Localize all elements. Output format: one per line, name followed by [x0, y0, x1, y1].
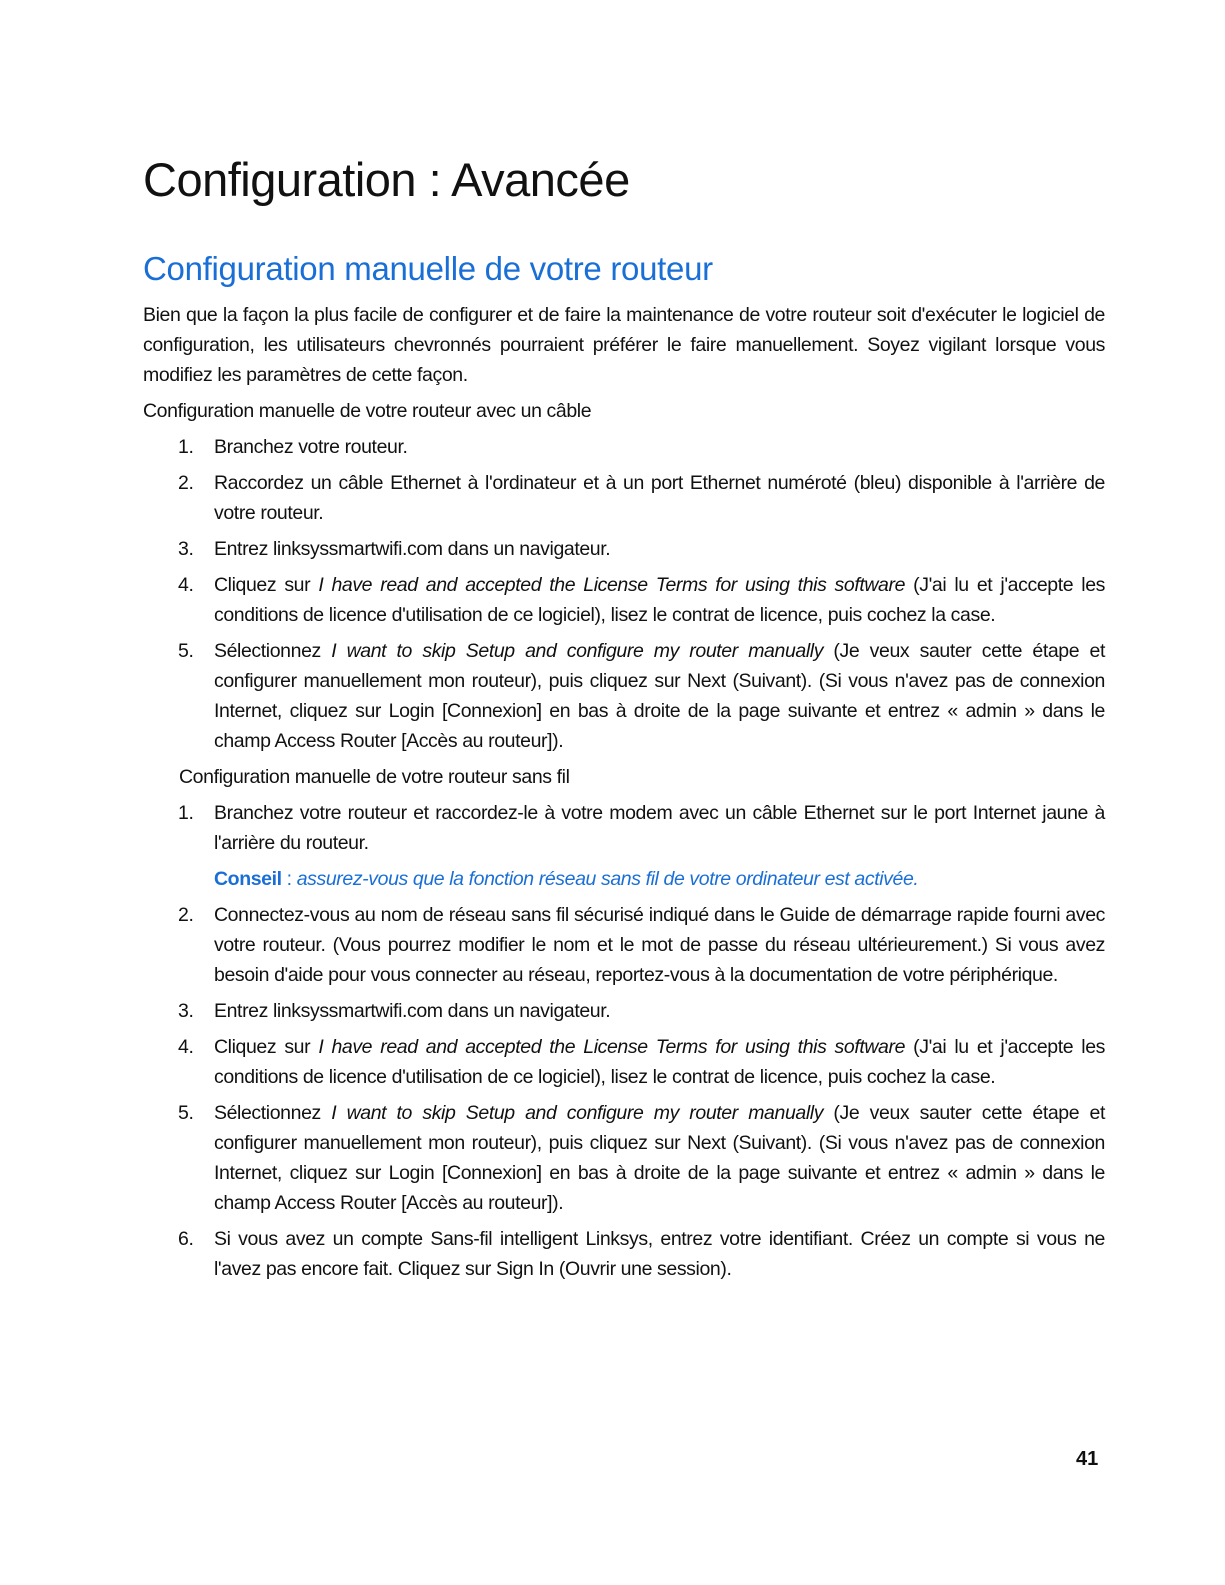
list-item — [143, 1032, 1105, 1092]
list-item — [143, 468, 1105, 528]
wireless-setup-heading: Configuration manuelle de votre routeur sans fil — [179, 766, 570, 788]
step-text: Entrez linksyssmartwifi.com dans un navigateur. — [214, 538, 611, 560]
step-text-prefix: Sélectionnez — [214, 1102, 332, 1124]
tip-separator: : — [281, 868, 297, 890]
step-text-suffix: (J'ai lu et j'accepte les conditions de licence d'utilisation de ce logiciel), lisez le contrat de licence, puis cochez la case. — [214, 1036, 1105, 1088]
step-text: Raccordez un câble Ethernet à l'ordinateur et à un port Ethernet numéroté (bleu) disponible à l'arrière de votre routeur. — [214, 472, 1105, 524]
step-text-emphasis: I have read and accepted the License Terms for using this software — [318, 1036, 906, 1058]
step-number: 2. — [178, 904, 194, 926]
tip-label: Conseil — [214, 868, 282, 890]
list-item — [143, 432, 1105, 462]
step-number: 4. — [178, 1036, 194, 1058]
tip-text: assurez-vous que la fonction réseau sans fil de votre ordinateur est activée. — [296, 868, 919, 890]
intro-paragraph: Bien que la façon la plus facile de configurer et de faire la maintenance de votre routeur soit d'exécuter le logiciel de configuration, les utilisateurs chevronnés pourraient préférer le faire manuellement. Soyez vigilant lorsque vous modifiez les paramètres de cette façon. — [143, 304, 1105, 386]
list-item — [143, 636, 1105, 756]
wireless-steps-list — [143, 798, 1105, 858]
list-item — [143, 534, 1105, 564]
step-text-suffix: (Je veux sauter cette étape et configurer manuellement mon routeur), puis cliquez sur Next (Suivant). (Si vous n'avez pas de connexion Internet, cliquez sur Login [Connexion] en bas à droite de la page suivante et entrez « admin » dans le champ Access Router [Accès au routeur]). — [214, 640, 1105, 752]
step-text-prefix: Cliquez sur — [214, 574, 319, 596]
step-text-prefix: Sélectionnez — [214, 640, 332, 662]
step-number: 1. — [178, 436, 194, 458]
step-number: 5. — [178, 1102, 194, 1124]
step-number: 1. — [178, 802, 194, 824]
step-text: Connectez-vous au nom de réseau sans fil sécurisé indiqué dans le Guide de démarrage rapide fourni avec votre routeur. (Vous pourrez modifier le nom et le mot de passe du réseau ultérieurement.) Si vous avez besoin d'aide pour vous connecter au réseau, reportez-vous à la documentation de votre périphérique. — [214, 904, 1105, 986]
step-text-suffix: (J'ai lu et j'accepte les conditions de licence d'utilisation de ce logiciel), lisez le contrat de licence, puis cochez la case. — [214, 574, 1105, 626]
wired-setup-heading: Configuration manuelle de votre routeur avec un câble — [143, 400, 592, 422]
step-text-emphasis: I want to skip Setup and configure my router manually — [331, 1102, 824, 1124]
list-item — [143, 570, 1105, 630]
step-number: 5. — [178, 640, 194, 662]
step-number: 3. — [178, 538, 194, 560]
step-text: Branchez votre routeur. — [214, 436, 408, 458]
wired-steps-list — [143, 432, 1105, 756]
step-number: 2. — [178, 472, 194, 494]
step-text: Branchez votre routeur et raccordez-le à votre modem avec un câble Ethernet sur le port Internet jaune à l'arrière du routeur. — [214, 802, 1105, 854]
step-text: Si vous avez un compte Sans-fil intelligent Linksys, entrez votre identifiant. Créez un compte si vous ne l'avez pas encore fait. Cliquez sur Sign In (Ouvrir une session). — [214, 1228, 1105, 1280]
step-text-suffix: (Je veux sauter cette étape et configurer manuellement mon routeur), puis cliquez sur Next (Suivant). (Si vous n'avez pas de connexion Internet, cliquez sur Login [Connexion] en bas à droite de la page suivante et entrez « admin » dans le champ Access Router [Accès au routeur]). — [214, 1102, 1105, 1214]
step-text-emphasis: I have read and accepted the License Terms for using this software — [318, 574, 906, 596]
step-text: Entrez linksyssmartwifi.com dans un navigateur. — [214, 1000, 611, 1022]
list-item — [143, 1224, 1105, 1284]
step-number: 3. — [178, 1000, 194, 1022]
wireless-steps-list-continued — [143, 900, 1105, 1284]
list-item — [143, 900, 1105, 990]
section-title: Configuration manuelle de votre routeur — [143, 250, 713, 287]
step-number: 6. — [178, 1228, 194, 1250]
page-title: Configuration : Avancée — [143, 153, 630, 206]
page-number: 41 — [1076, 1448, 1099, 1470]
step-text-emphasis: I want to skip Setup and configure my router manually — [331, 640, 824, 662]
step-text-prefix: Cliquez sur — [214, 1036, 319, 1058]
list-item — [143, 798, 1105, 858]
step-number: 4. — [178, 574, 194, 596]
page-content — [143, 300, 1105, 1290]
list-item — [143, 996, 1105, 1026]
list-item — [143, 1098, 1105, 1218]
tip-callout — [143, 864, 1105, 894]
